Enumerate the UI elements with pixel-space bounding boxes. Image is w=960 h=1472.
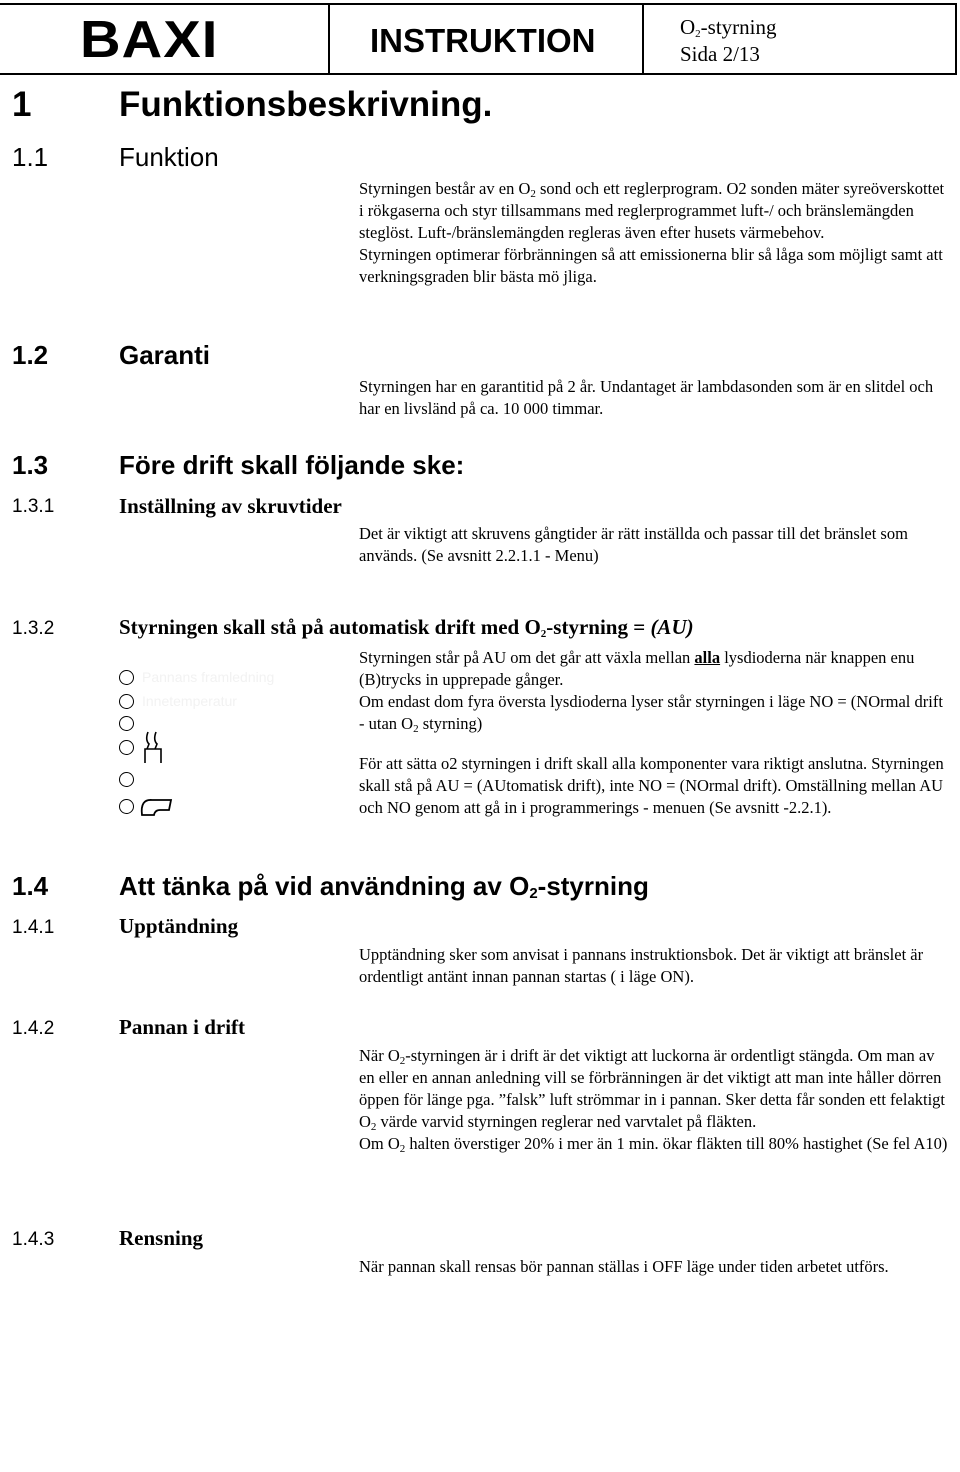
subsection-number: 1.3 [12, 450, 49, 480]
subsubsection-title: Inställning av skruvtider [119, 494, 342, 518]
subsubsection-title: Upptändning [119, 914, 239, 938]
led-indicator [119, 716, 134, 731]
section-title: Funktionsbeskrivning. [119, 85, 493, 124]
header-page-number: Sida 2/13 [680, 42, 760, 66]
subsection-title: Garanti [119, 340, 211, 370]
subsubsection-number: 1.3.1 [12, 496, 55, 517]
paragraph: När pannan skall rensas bör pannan ställas i OFF läge under tiden arbetet utförs. [359, 1257, 889, 1276]
subsection-number: 1.1 [12, 142, 49, 172]
header-doc-title: $O_2$-styrning [680, 15, 777, 40]
led-indicator [119, 694, 134, 709]
paragraph: När $O_2$-styrningen är i drift är det viktigt att luckorna är ordentligt stängda. Om man av en eller en annan anledning vill se förbränningen är det viktigt att man inte håller dörren öppen för länge pga. ”falsk” luft strömmar in i pannan. Sker detta får sonden ett felaktigt $O_2$ värde varvid styrningen reglerar ned varvtalet på fläkten. Om $O_2$ halten överstiger 20% i mer än 1 min. ökar fläkten till 80% hastighet (Se fel A10) [359, 1046, 948, 1155]
subsection-title: Före drift skall följande ske: [119, 450, 465, 480]
header-title: INSTRUKTION [370, 22, 596, 59]
led-indicator [119, 799, 134, 814]
brand-logo: BAXI [80, 11, 219, 69]
fan-icon [138, 795, 174, 819]
subsection-number: 1.4 [12, 871, 49, 901]
led-label: Innetemperatur [142, 693, 237, 709]
led-label: Pannans framledning [142, 669, 275, 685]
flame-icon [142, 730, 164, 764]
subsubsection-number: 1.3.2 [12, 618, 55, 639]
paragraph: Upptändning sker som anvisat i pannans instruktionsbok. Det är viktigt att bränslet är ordentligt antänt innan pannan startas ( i läge ON). [359, 945, 924, 986]
subsubsection-number: 1.4.2 [12, 1018, 55, 1039]
subsubsection-title: Rensning [119, 1226, 204, 1250]
paragraph: För att sätta o2 styrningen i drift skall alla komponenter vara riktigt anslutna. Styrningen skall stå på AU = (AUtomatisk drift), inte NO = (NOrmal drift). Omställning mellan AU och NO genom att gå in i programmerings - menuen (Se avsnitt -2.2.1). [359, 754, 944, 817]
led-indicator [119, 740, 134, 755]
section-number: 1 [12, 85, 32, 124]
paragraph: Styrningen består av en $O_2$ sond och ett reglerprogram. O2 sonden mäter syreöverskottet i rökgaserna och styr tillsammans med reglerprogrammet luft-/ och bränslemängden steglöst. Luft-/bränslemängden regleras även efter husets värmebehov. Styrningen optimerar förbränningen så att emissionerna blir så låga som möjligt samt att verkningsgraden blir bästa mö jliga. [359, 179, 945, 286]
paragraph: Styrningen har en garantitid på 2 år. Undantaget är lambdasonden som är en slitdel och har en livsländ på ca. 10 000 timmar. [359, 377, 934, 418]
subsubsection-title: Styrningen skall stå på automatisk drift med $O_2$-styrning = (AU) [119, 615, 694, 640]
led-indicator [119, 772, 134, 787]
subsection-number: 1.2 [12, 340, 49, 370]
paragraph: Styrningen står på AU om det går att växla mellan alla lysdioderna när knappen enu (B)trycks in upprepade gånger. Om endast dom fyra översta lysdioderna lyser står styrningen i läge NO = (NOrmal drift - utan $O_2$ styrning) [359, 648, 943, 735]
paragraph: Det är viktigt att skruvens gångtider är rätt inställda och passar till det bränslet som används. (Se avsnitt 2.2.1.1 - Menu) [359, 524, 908, 565]
subsection-title: Funktion [119, 142, 219, 172]
subsection-title: Att tänka på vid användning av $O_2$-styrning [119, 871, 649, 902]
subsubsection-number: 1.4.3 [12, 1229, 55, 1250]
subsubsection-number: 1.4.1 [12, 917, 55, 938]
subsubsection-title: Pannan i drift [119, 1015, 246, 1039]
led-indicator [119, 670, 134, 685]
